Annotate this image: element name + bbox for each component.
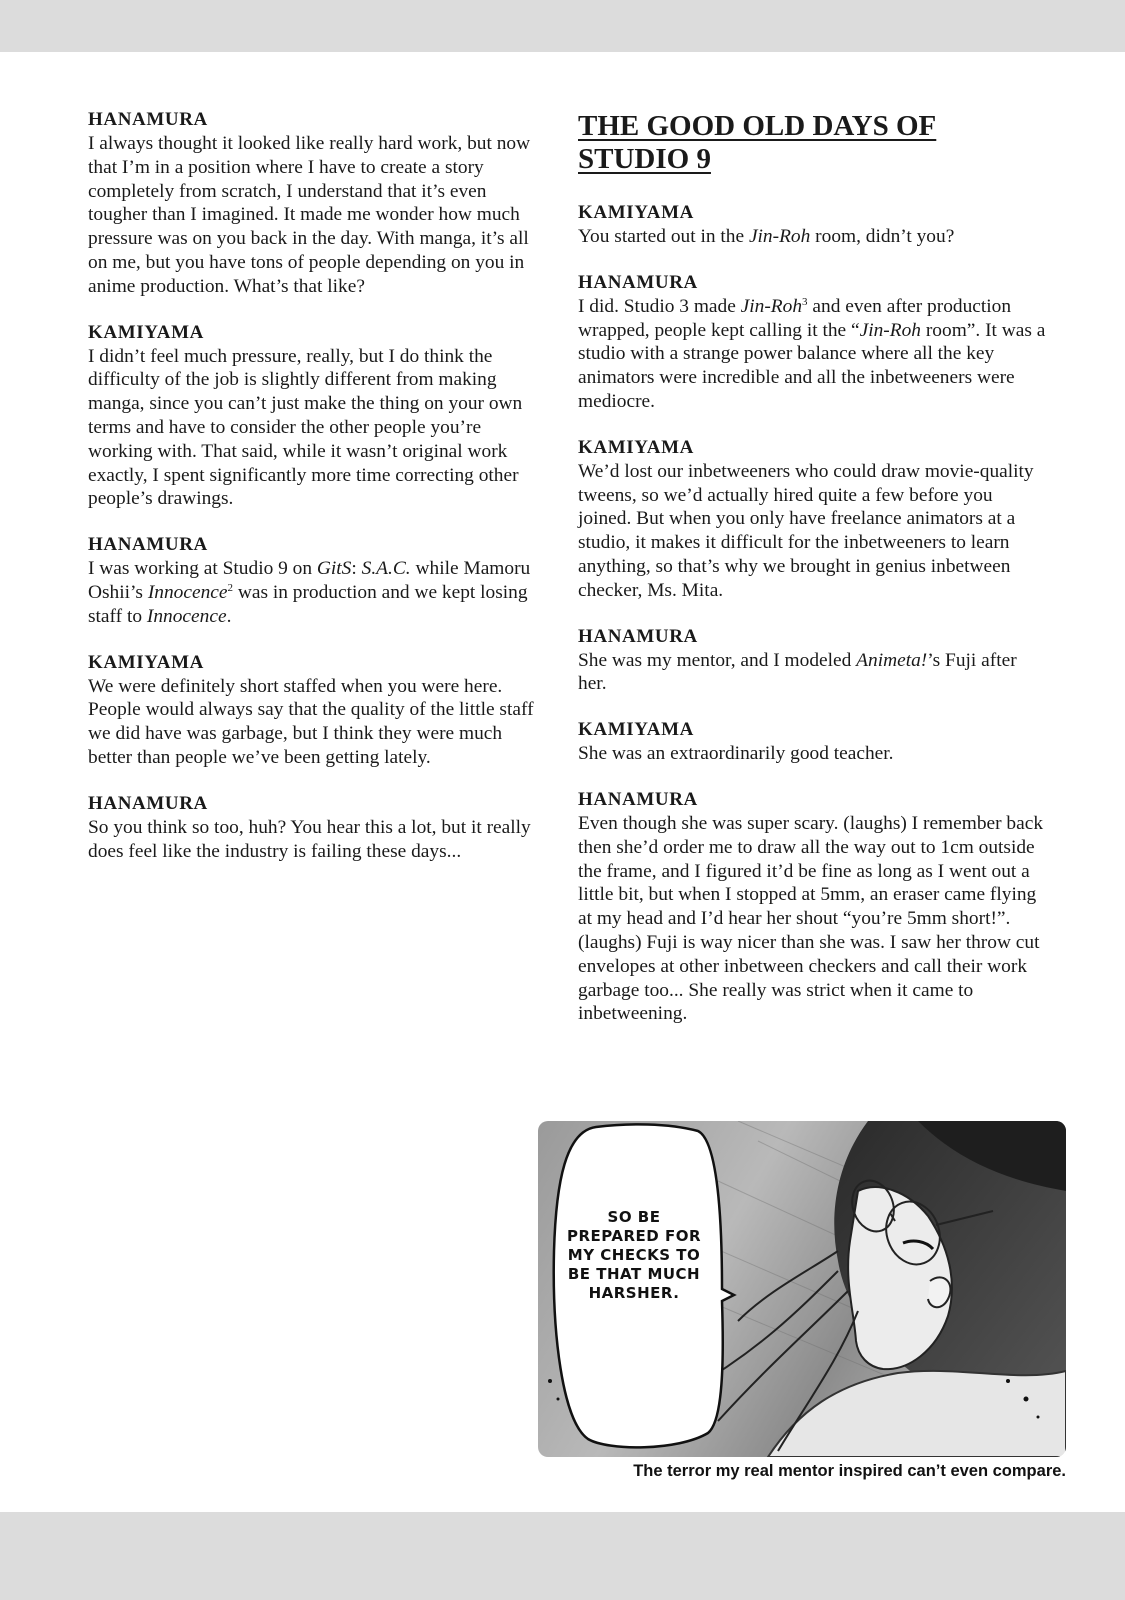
speaker-name: HANAMURA bbox=[88, 534, 208, 556]
dialogue-text: I always thought it looked like really hard work, but now that I’m in a position where I have to create a story completely from scratch, I understand that it’s even tougher than I imagined. It made me wonder how much pressure was on you back in the day. With manga, it’s all on me, but you have tons of people depending on you in anime production. What’s that like? bbox=[88, 133, 531, 297]
italic-title: Innocence bbox=[147, 581, 228, 603]
speaker-name: KAMIYAMA bbox=[88, 651, 204, 673]
italic-title: GitS bbox=[316, 558, 352, 580]
text-run: was in production and we kept losing staff to bbox=[88, 581, 528, 627]
text-run: I did. Studio 3 made bbox=[578, 295, 741, 317]
footnote-marker: 2 bbox=[227, 581, 233, 594]
dialogue-text: We were definitely short staffed when you were here. People would always say that the quality of the little staff we did have was garbage, but I think they were much better than people we’ve been getting lately. bbox=[88, 675, 534, 768]
speaker-name: HANAMURA bbox=[88, 109, 208, 130]
italic-title: Jin-Roh bbox=[859, 319, 921, 341]
dialogue-text: She was an extraordinarily good teacher. bbox=[578, 743, 894, 765]
dialogue-text: I didn’t feel much pressure, really, but I do think the difficulty of the job is slightly different from making manga, since you can’t just make the thing on your own terms and have to consider the other people you’re working with. That said, while it wasn’t original work exactly, I spent significantly more time correcting other people’s drawings. bbox=[88, 345, 523, 510]
speaker-name: KAMIYAMA bbox=[88, 321, 204, 343]
panel-caption: The terror my real mentor inspired can’t even compare. bbox=[633, 1462, 1066, 1480]
italic-title: Animeta! bbox=[856, 649, 928, 671]
dialogue-block bbox=[578, 436, 1048, 603]
text-run: : bbox=[351, 558, 362, 580]
italic-title: Innocence bbox=[146, 605, 227, 627]
text-run: You started out in the bbox=[578, 226, 749, 247]
dialogue-block bbox=[578, 788, 1048, 1026]
italic-title: Jin-Roh bbox=[740, 295, 803, 317]
bottom-margin-band bbox=[0, 1512, 1125, 1600]
interview-right-column bbox=[578, 108, 1048, 1048]
dialogue-text: So you think so too, huh? You hear this a lot, but it really does feel like the industry is failing these days... bbox=[88, 816, 531, 862]
dialogue-text bbox=[578, 649, 1048, 697]
text-run: and even after production wrapped, people kept calling it the “ bbox=[578, 295, 1012, 341]
footnote-marker: 3 bbox=[802, 295, 808, 308]
dialogue-block bbox=[88, 108, 548, 299]
text-run: ’s Fuji after her. bbox=[578, 649, 1017, 695]
dialogue-block bbox=[88, 321, 548, 512]
text-run: room, didn’t you? bbox=[810, 226, 955, 247]
speaker-name: KAMIYAMA bbox=[578, 202, 694, 223]
dialogue-text: We’d lost our inbetweeners who could draw movie-quality tweens, so we’d actually hired quite a few before you joined. But when you only have freelance animators at a studio, it makes it difficult for the inbetweeners to learn anything, so that’s why we brought in genius inbetween checker, Ms. Mita. bbox=[578, 460, 1034, 601]
text-run: She was my mentor, and I modeled bbox=[578, 649, 857, 671]
speech-bubble-text: SO BE PREPARED FOR MY CHECKS TO BE THAT MUCH HARSHER. bbox=[566, 1208, 702, 1302]
text-run: room”. It was a studio with a strange power balance where all the key animators were incredible and all the inbetweeners were mediocre. bbox=[578, 319, 1046, 412]
italic-title: Jin-Roh bbox=[748, 226, 811, 247]
speaker-name: KAMIYAMA bbox=[578, 719, 694, 741]
speaker-name: HANAMURA bbox=[578, 271, 698, 293]
dialogue-text bbox=[88, 557, 548, 628]
interview-left-column bbox=[88, 108, 548, 885]
dialogue-block bbox=[88, 651, 548, 770]
dialogue-block bbox=[578, 718, 1048, 766]
dialogue-block bbox=[578, 625, 1048, 697]
dialogue-text bbox=[578, 295, 1048, 414]
italic-title: S.A.C. bbox=[361, 558, 411, 580]
speaker-name: KAMIYAMA bbox=[578, 436, 694, 458]
dialogue-block bbox=[88, 533, 548, 628]
top-margin-band bbox=[0, 0, 1125, 52]
dialogue-block bbox=[578, 201, 1048, 249]
speaker-name: HANAMURA bbox=[578, 788, 698, 810]
text-run: . bbox=[226, 605, 232, 627]
speaker-name: HANAMURA bbox=[578, 625, 698, 647]
text-run: I was working at Studio 9 on bbox=[88, 558, 317, 580]
text-run: while Mamoru Oshii’s bbox=[88, 558, 531, 603]
section-title: THE GOOD OLD DAYS OF STUDIO 9 bbox=[578, 110, 937, 175]
dialogue-text bbox=[578, 225, 1048, 249]
dialogue-block bbox=[578, 271, 1048, 414]
dialogue-block bbox=[88, 792, 548, 864]
dialogue-text: Even though she was super scary. (laughs) I remember back then she’d order me to draw all the way out to 1cm outside the frame, and I figured it’d be fine as long as I went out a little bit, but when I stopped at 5mm, an eraser came flying at my head and I’d hear her shout “you’re 5mm short!”. (laughs) Fuji is way nicer than she was. I saw her throw cut envelopes at other inbetween checkers and call their work garbage too... She really was strict when it came to inbetweening. bbox=[578, 812, 1044, 1025]
right-column-dialogue bbox=[578, 201, 1048, 1026]
speaker-name: HANAMURA bbox=[88, 792, 208, 814]
